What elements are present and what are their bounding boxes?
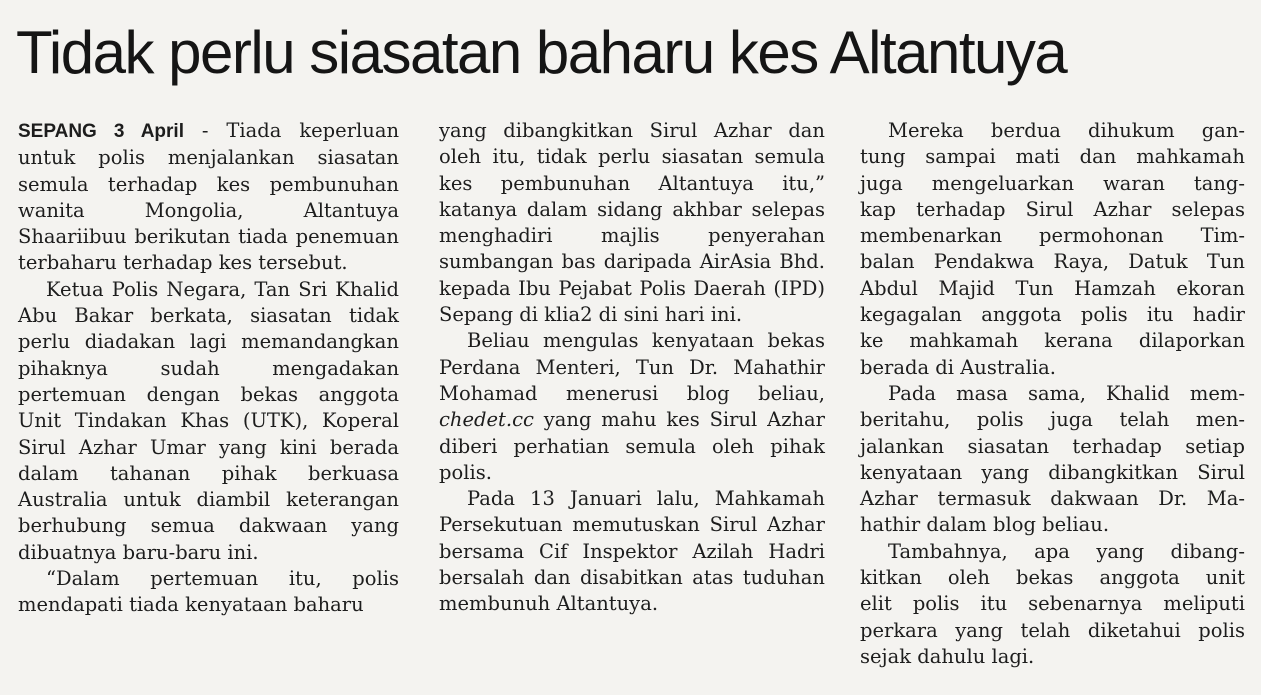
text-line: kenyataan yang dibangkitkan Sirul (860, 460, 1245, 484)
body-paragraph: Pada 13 Januari lalu, Mahkamah Persekutuan memutuskan Sirul Azhar bersama Cif Inspektor Azilah Hadri bersalah dan disabitkan atas tuduhan membunuh Altantuya. (439, 487, 825, 616)
text-line: Abdul Majid Tun Hamzah ekoran (860, 276, 1245, 300)
text-line: tung sampai mati dan mahkamah (860, 145, 1245, 169)
text-line: Azhar termasuk dakwaan Dr. Ma- (860, 487, 1245, 511)
text-line: ke mahkamah kerana dilaporkan (860, 329, 1245, 353)
text-line: beritahu, polis juga telah men- (860, 408, 1245, 432)
text-line: berada di Australia. (860, 355, 1056, 379)
lead-paragraph-text: - Tiada keperluan untuk polis menjalankan siasatan semula terhadap kes pembunuhan wanita Mongolia, Altantuya Shaariibuu berikutan tiada penemuan terbaharu terhadap kes tersebut. (18, 119, 400, 275)
text-line: Mereka berdua dihukum gan- (888, 119, 1245, 142)
text-line: Pada masa sama, Khalid mem- (888, 381, 1245, 405)
text-line: kitkan oleh bekas anggota unit (860, 566, 1245, 590)
article-column-3 (860, 118, 1245, 670)
body-text: Beliau mengulas kenyataan bekas Perdana Menteri, Tun Dr. Mahathir Mohamad menerusi blog beliau, (439, 329, 825, 405)
body-text: yang mahu kes Sirul Azhar diberi perhatian semula oleh pihak polis. (439, 408, 825, 484)
text-line: balan Pendakwa Raya, Datuk Tun (860, 250, 1245, 274)
text-line: kegagalan anggota polis itu hadir (860, 303, 1245, 327)
text-line: jalankan siasatan terhadap setiap (860, 434, 1245, 458)
text-line: sejak dahulu lagi. (860, 644, 1035, 668)
body-paragraph: yang dibangkitkan Sirul Azhar dan oleh itu, tidak perlu siasatan semula kes pembunuhan Altantuya itu,” katanya dalam sidang akhbar selepas menghadiri majlis penyerahan sumbangan bas daripada AirAsia Bhd. kepada Ibu Pejabat Polis Daerah (IPD) Sepang di klia2 di sini hari ini. (439, 119, 825, 327)
blog-name: chedet.cc (439, 408, 534, 432)
body-paragraph: “Dalam pertemuan itu, polis mendapati tiada kenyataan baharu (18, 567, 399, 617)
article-column-2 (439, 118, 825, 618)
body-paragraph: Ketua Polis Negara, Tan Sri Khalid Abu Bakar berkata, siasatan tidak perlu diadakan lagi memandangkan pihaknya sudah mengadakan pertemuan dengan bekas anggota Unit Tindakan Khas (UTK), Koperal Sirul Azhar Umar yang kini berada dalam tahanan pihak berkuasa Australia untuk diambil keterangan berhubung semua dakwaan yang dibuatnya baru-baru ini. (18, 277, 399, 564)
text-line: membenarkan permohonan Tim- (860, 224, 1245, 248)
text-line: juga mengeluarkan waran tang- (860, 171, 1245, 195)
dateline: SEPANG 3 April (18, 121, 184, 142)
text-line: perkara yang telah diketahui polis (860, 618, 1245, 642)
article-column-1 (18, 118, 399, 619)
article-headline: Tidak perlu siasatan baharu kes Altantuya (16, 19, 1067, 86)
text-line: hathir dalam blog beliau. (860, 513, 1110, 537)
text-line: kap terhadap Sirul Azhar selepas (860, 197, 1245, 221)
body-paragraph (439, 328, 825, 486)
lead-paragraph (18, 118, 399, 277)
text-line: elit polis itu sebenarnya meliputi (860, 592, 1245, 616)
text-line: Tambahnya, apa yang dibang- (888, 539, 1245, 563)
